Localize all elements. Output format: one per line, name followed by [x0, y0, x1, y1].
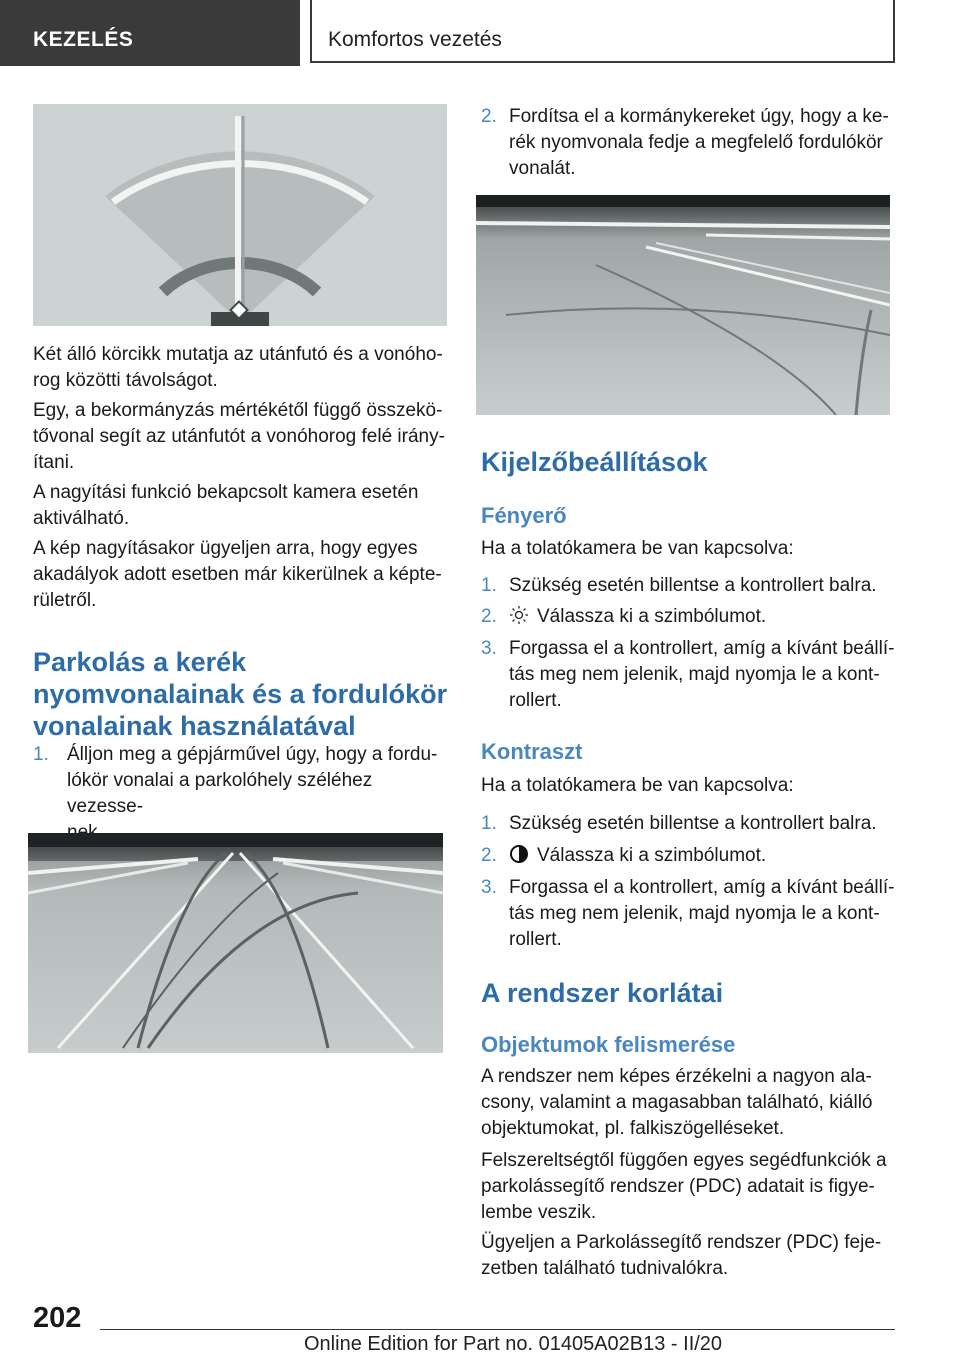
paragraph-pdc-notes: Ügyeljen a Parkolássegítő rendszer (PDC) feje- zetben található tudnivalókra.: [481, 1232, 882, 1279]
step-text: Álljon meg a gépjárművel úgy, hogy a fordu- lókör vonalai a parkolóhely széléhez vezesse-: [67, 744, 438, 817]
figure-turning-circle: [476, 195, 890, 415]
paragraph-pdc-data: Felszereltségtől függően egyes segédfunkciók a parkolássegítő rendszer (PDC) adatait is figye- lembe veszik.: [481, 1150, 887, 1223]
paragraph-zoom: A nagyítási funkció bekapcsolt kamera esetén aktiválható.: [33, 482, 419, 529]
paragraph-zoom-warning: A kép nagyításakor ügyeljen arra, hogy egyes akadályok adott esetben már kikerülnek a képte- rületről.: [33, 538, 442, 611]
paragraph-distance: Két álló körcikk mutatja az utánfutó és a vonóho- rog közötti távolságot.: [33, 344, 443, 391]
section-tab: [0, 0, 300, 66]
chapter-tab: [310, 0, 895, 63]
footer-divider: [100, 1329, 895, 1330]
turning-circle-illustration: [476, 195, 890, 415]
heading-contrast: Kontraszt: [481, 739, 583, 764]
hitch-distance-illustration: [33, 104, 447, 326]
paragraph-steering-line: Egy, a bekormányzás mértékétől függő összekö- tővonal segít az utánfutót a vonóhorog felé irány- ítani.: [33, 400, 445, 473]
heading-system-limits: A rendszer korlátai: [481, 978, 724, 1008]
page-number: 202: [33, 1302, 82, 1334]
wheel-tracks-illustration: [28, 833, 443, 1053]
figure-hitch-distance: [33, 104, 447, 326]
chapter-title: Komfortos vezetés: [328, 28, 502, 51]
heading-display-settings: Kijelzőbeállítások: [481, 447, 708, 477]
heading-brightness: Fényerő: [481, 503, 567, 528]
step-number: 1.: [33, 744, 49, 765]
heading-object-detection: Objektumok felismerése: [481, 1032, 736, 1057]
step-text: Fordítsa el a kormánykereket úgy, hogy a ke- rék nyomvonala fedje a megfelelő fordulókör vonalát.: [509, 106, 889, 179]
contrast-intro: Ha a tolatókamera be van kapcsolva:: [481, 775, 794, 796]
brightness-intro: Ha a tolatókamera be van kapcsolva:: [481, 538, 794, 559]
figure-wheel-tracks: [28, 833, 443, 1053]
contrast-icon: [509, 844, 529, 872]
sun-icon: [509, 605, 529, 633]
step-number: 2.: [481, 106, 497, 127]
paragraph-object-limits: A rendszer nem képes érzékelni a nagyon ala- csony, valamint a magasabban található, kiálló objektumokat, pl. falkiszögelléseket.: [481, 1066, 873, 1139]
footer-edition: Online Edition for Part no. 01405A02B13 - II/20: [304, 1333, 723, 1355]
heading-parking-lines: Parkolás a kerék nyomvonalainak és a fordulókör vonalainak használatával: [33, 647, 448, 741]
section-title: KEZELÉS: [33, 28, 134, 51]
